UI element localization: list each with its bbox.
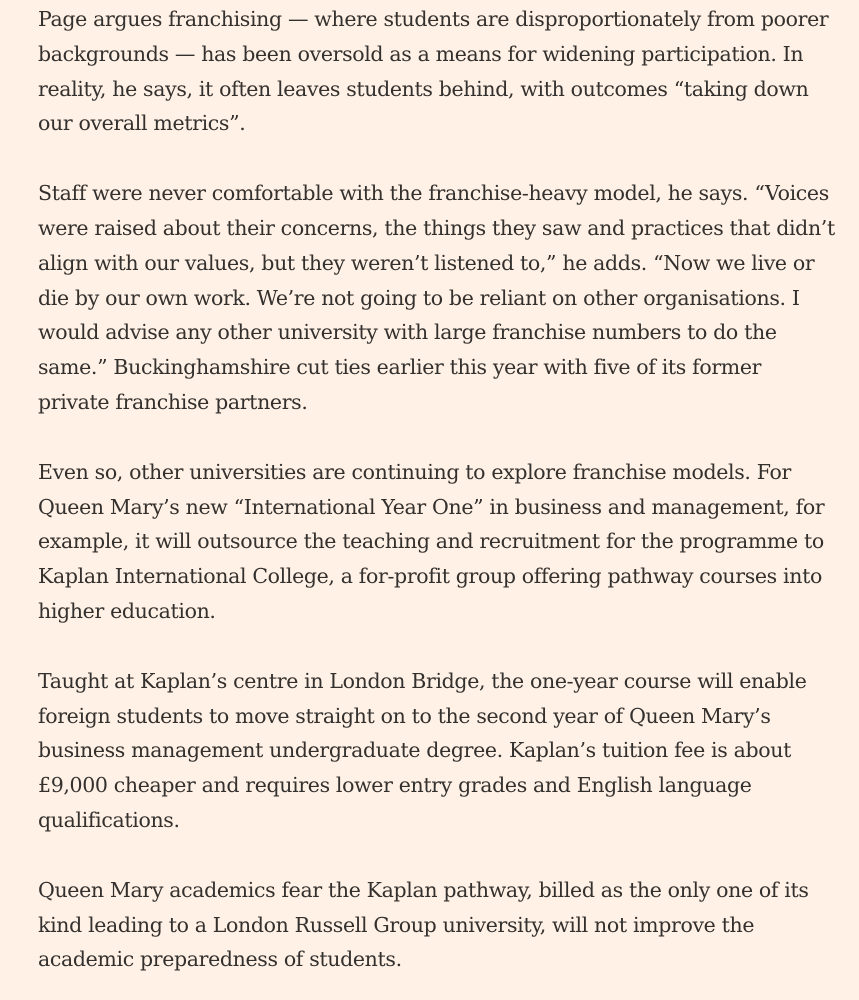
article-paragraph-1: Page argues franchising — where students are disproportionately from poorer backgrounds — has been oversold as a means for widening participation. In reality, he says, it often leaves students behind, with outcomes “taking down our overall metrics”. bbox=[38, 7, 829, 136]
article-paragraph-3: Even so, other universities are continuing to explore franchise models. For Queen Mary’s new “International Year One” in business and management, for example, it will outsource the teaching and recruitment for the programme to Kaplan International College, a for-profit group offering pathway courses into higher education. bbox=[38, 459, 825, 623]
article-paragraph-5: Queen Mary academics fear the Kaplan pathway, billed as the only one of its kind leading to a London Russell Group university, will not improve the academic preparedness of students. bbox=[38, 877, 809, 972]
article-paragraph-2: Staff were never comfortable with the franchise-heavy model, he says. “Voices were raised about their concerns, the things they saw and practices that didn’t align with our values, but they weren’t listened to,” he adds. “Now we live or die by our own work. We’re not going to be reliant on other organisations. I would advise any other university with large franchise numbers to do the same.” Buckinghamshire cut ties earlier this year with five of its former private franchise partners. bbox=[38, 181, 835, 414]
article-body bbox=[38, 2, 838, 977]
article-paragraph-4: Taught at Kaplan’s centre in London Bridge, the one-year course will enable foreign students to move straight on to the second year of Queen Mary’s business management undergraduate degree. Kaplan’s tuition fee is about £9,000 cheaper and requires lower entry grades and English language qualifications. bbox=[38, 668, 807, 832]
